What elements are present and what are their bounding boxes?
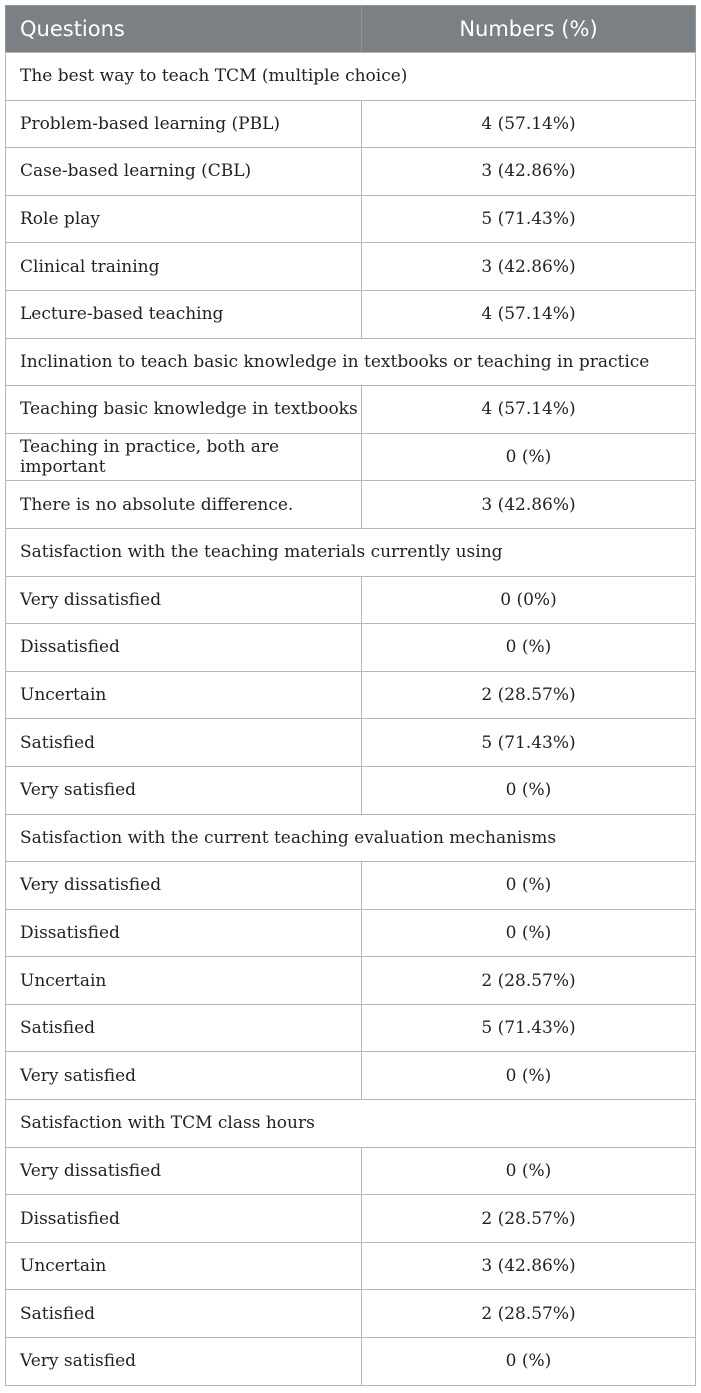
header-numbers: Numbers (%) <box>362 6 696 53</box>
section-title: Satisfaction with the teaching materials currently using <box>6 528 696 576</box>
row-label: Satisfied <box>6 1004 362 1052</box>
row-label: Satisfied <box>6 1290 362 1338</box>
row-label: Very dissatisfied <box>6 862 362 910</box>
row-label: Very satisfied <box>6 1338 362 1386</box>
row-value: 0 (%) <box>362 1052 696 1100</box>
row-value: 5 (71.43%) <box>362 1004 696 1052</box>
row-value: 0 (%) <box>362 909 696 957</box>
table-row <box>6 100 696 148</box>
row-label: Very satisfied <box>6 1052 362 1100</box>
row-value: 4 (57.14%) <box>362 386 696 434</box>
row-value: 2 (28.57%) <box>362 957 696 1005</box>
survey-table <box>5 5 696 1386</box>
section-row <box>6 53 696 101</box>
table-row <box>6 862 696 910</box>
row-value: 5 (71.43%) <box>362 719 696 767</box>
row-label: Dissatisfied <box>6 909 362 957</box>
section-row <box>6 528 696 576</box>
table-row <box>6 1290 696 1338</box>
header-questions: Questions <box>6 6 362 53</box>
section-title: Satisfaction with TCM class hours <box>6 1100 696 1148</box>
row-value: 2 (28.57%) <box>362 671 696 719</box>
row-label: Teaching in practice, both are important <box>6 433 362 481</box>
table-row <box>6 624 696 672</box>
section-row <box>6 1100 696 1148</box>
table-row <box>6 481 696 529</box>
table-row <box>6 719 696 767</box>
row-value: 0 (%) <box>362 862 696 910</box>
table-row <box>6 290 696 338</box>
table-row <box>6 433 696 481</box>
table-row <box>6 386 696 434</box>
row-value: 3 (42.86%) <box>362 481 696 529</box>
row-label: Dissatisfied <box>6 624 362 672</box>
table-row <box>6 148 696 196</box>
row-value: 3 (42.86%) <box>362 243 696 291</box>
section-row <box>6 338 696 386</box>
row-value: 0 (%) <box>362 433 696 481</box>
survey-table-container <box>5 5 695 1386</box>
section-title: The best way to teach TCM (multiple choice) <box>6 53 696 101</box>
table-row <box>6 576 696 624</box>
row-label: Very satisfied <box>6 766 362 814</box>
table-row <box>6 909 696 957</box>
row-value: 4 (57.14%) <box>362 100 696 148</box>
row-value: 2 (28.57%) <box>362 1290 696 1338</box>
table-row <box>6 243 696 291</box>
table-row <box>6 1004 696 1052</box>
row-label: Problem-based learning (PBL) <box>6 100 362 148</box>
row-label: Uncertain <box>6 957 362 1005</box>
row-label: Very dissatisfied <box>6 1147 362 1195</box>
row-value: 4 (57.14%) <box>362 290 696 338</box>
row-value: 0 (%) <box>362 1338 696 1386</box>
row-value: 0 (%) <box>362 1147 696 1195</box>
row-value: 5 (71.43%) <box>362 195 696 243</box>
row-label: There is no absolute difference. <box>6 481 362 529</box>
table-row <box>6 671 696 719</box>
row-label: Teaching basic knowledge in textbooks <box>6 386 362 434</box>
row-label: Uncertain <box>6 1242 362 1290</box>
section-title: Satisfaction with the current teaching evaluation mechanisms <box>6 814 696 862</box>
row-value: 0 (0%) <box>362 576 696 624</box>
row-value: 0 (%) <box>362 624 696 672</box>
row-label: Role play <box>6 195 362 243</box>
table-row <box>6 766 696 814</box>
table-row <box>6 957 696 1005</box>
header-row <box>6 6 696 53</box>
table-row <box>6 1242 696 1290</box>
table-row <box>6 1147 696 1195</box>
row-label: Case-based learning (CBL) <box>6 148 362 196</box>
row-value: 0 (%) <box>362 766 696 814</box>
section-row <box>6 814 696 862</box>
row-label: Lecture-based teaching <box>6 290 362 338</box>
table-row <box>6 1052 696 1100</box>
section-title: Inclination to teach basic knowledge in textbooks or teaching in practice <box>6 338 696 386</box>
table-header <box>6 6 696 53</box>
row-value: 3 (42.86%) <box>362 1242 696 1290</box>
row-value: 2 (28.57%) <box>362 1195 696 1243</box>
table-body <box>6 53 696 1386</box>
table-row <box>6 1195 696 1243</box>
row-label: Very dissatisfied <box>6 576 362 624</box>
row-label: Satisfied <box>6 719 362 767</box>
row-label: Dissatisfied <box>6 1195 362 1243</box>
table-row <box>6 195 696 243</box>
row-value: 3 (42.86%) <box>362 148 696 196</box>
row-label: Clinical training <box>6 243 362 291</box>
row-label: Uncertain <box>6 671 362 719</box>
table-row <box>6 1338 696 1386</box>
